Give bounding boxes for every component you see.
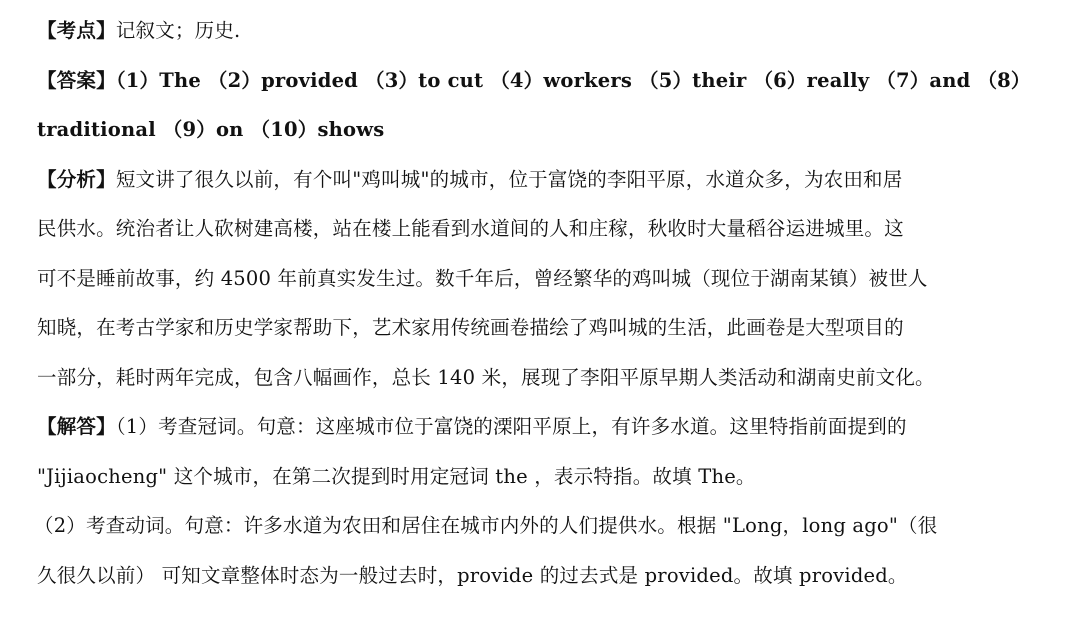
document-body — [34, 6, 1047, 600]
solution-line-4 — [37, 551, 1047, 601]
analysis-line-2 — [37, 204, 1047, 254]
solution-line-2 — [37, 452, 1047, 502]
answer-label: 【答案】 — [37, 68, 116, 92]
solution-label: 【解答】 — [37, 415, 116, 438]
analysis-line-1 — [37, 155, 1047, 205]
solution-text-1: （1）考查冠词。句意：这座城市位于富饶的溧阳平原上，有许多水道。这里特指前面提到的 — [115, 415, 907, 438]
answer-line-2 — [37, 105, 1047, 155]
answer-text-1: （1）The （2）provided （3）to cut （4）workers （5）their （6）really （7）and （8） — [115, 68, 1031, 92]
analysis-label: 【分析】 — [37, 167, 116, 191]
kaodian-line — [37, 6, 1047, 56]
analysis-line-4 — [37, 303, 1047, 353]
kaodian-text: 记叙文；历史. — [115, 19, 241, 42]
analysis-text-3: 可不是睡前故事，约 4500 年前真实发生过。数千年后，曾经繁华的鸡叫城（现位于湖南某镇）被世人 — [37, 266, 928, 290]
analysis-text-4: 知晓，在考古学家和历史学家帮助下，艺术家用传统画卷描绘了鸡叫城的生活，此画卷是大型项目的 — [37, 316, 904, 339]
solution-text-3: （2）考查动词。句意：许多水道为农田和居住在城市内外的人们提供水。根据 "Long，long ago"（很 — [34, 514, 938, 537]
analysis-line-5 — [37, 353, 1047, 403]
answer-text-2: traditional （9）on （10）shows — [37, 118, 385, 141]
solution-text-2: "Jijiaocheng" 这个城市，在第二次提到时用定冠词 the ，表示特指。故填 The。 — [37, 464, 756, 488]
analysis-text-2: 民供水。统治者让人砍树建高楼，站在楼上能看到水道间的人和庄稼，秋收时大量稻谷运进城里。这 — [37, 217, 904, 240]
kaodian-label: 【考点】 — [37, 19, 116, 42]
solution-line-3 — [34, 501, 1047, 551]
solution-line-1 — [37, 402, 1047, 452]
answer-line-1 — [37, 56, 1047, 106]
solution-text-4: 久很久以前） 可知文章整体时态为一般过去时，provide 的过去式是 provided。故填 provided。 — [37, 563, 908, 587]
analysis-text-1: 短文讲了很久以前，有个叫"鸡叫城"的城市，位于富饶的李阳平原，水道众多，为农田和居 — [115, 167, 903, 191]
analysis-line-3 — [37, 254, 1047, 304]
analysis-text-5: 一部分，耗时两年完成，包含八幅画作，总长 140 米，展现了李阳平原早期人类活动和湖南史前文化。 — [37, 365, 935, 389]
